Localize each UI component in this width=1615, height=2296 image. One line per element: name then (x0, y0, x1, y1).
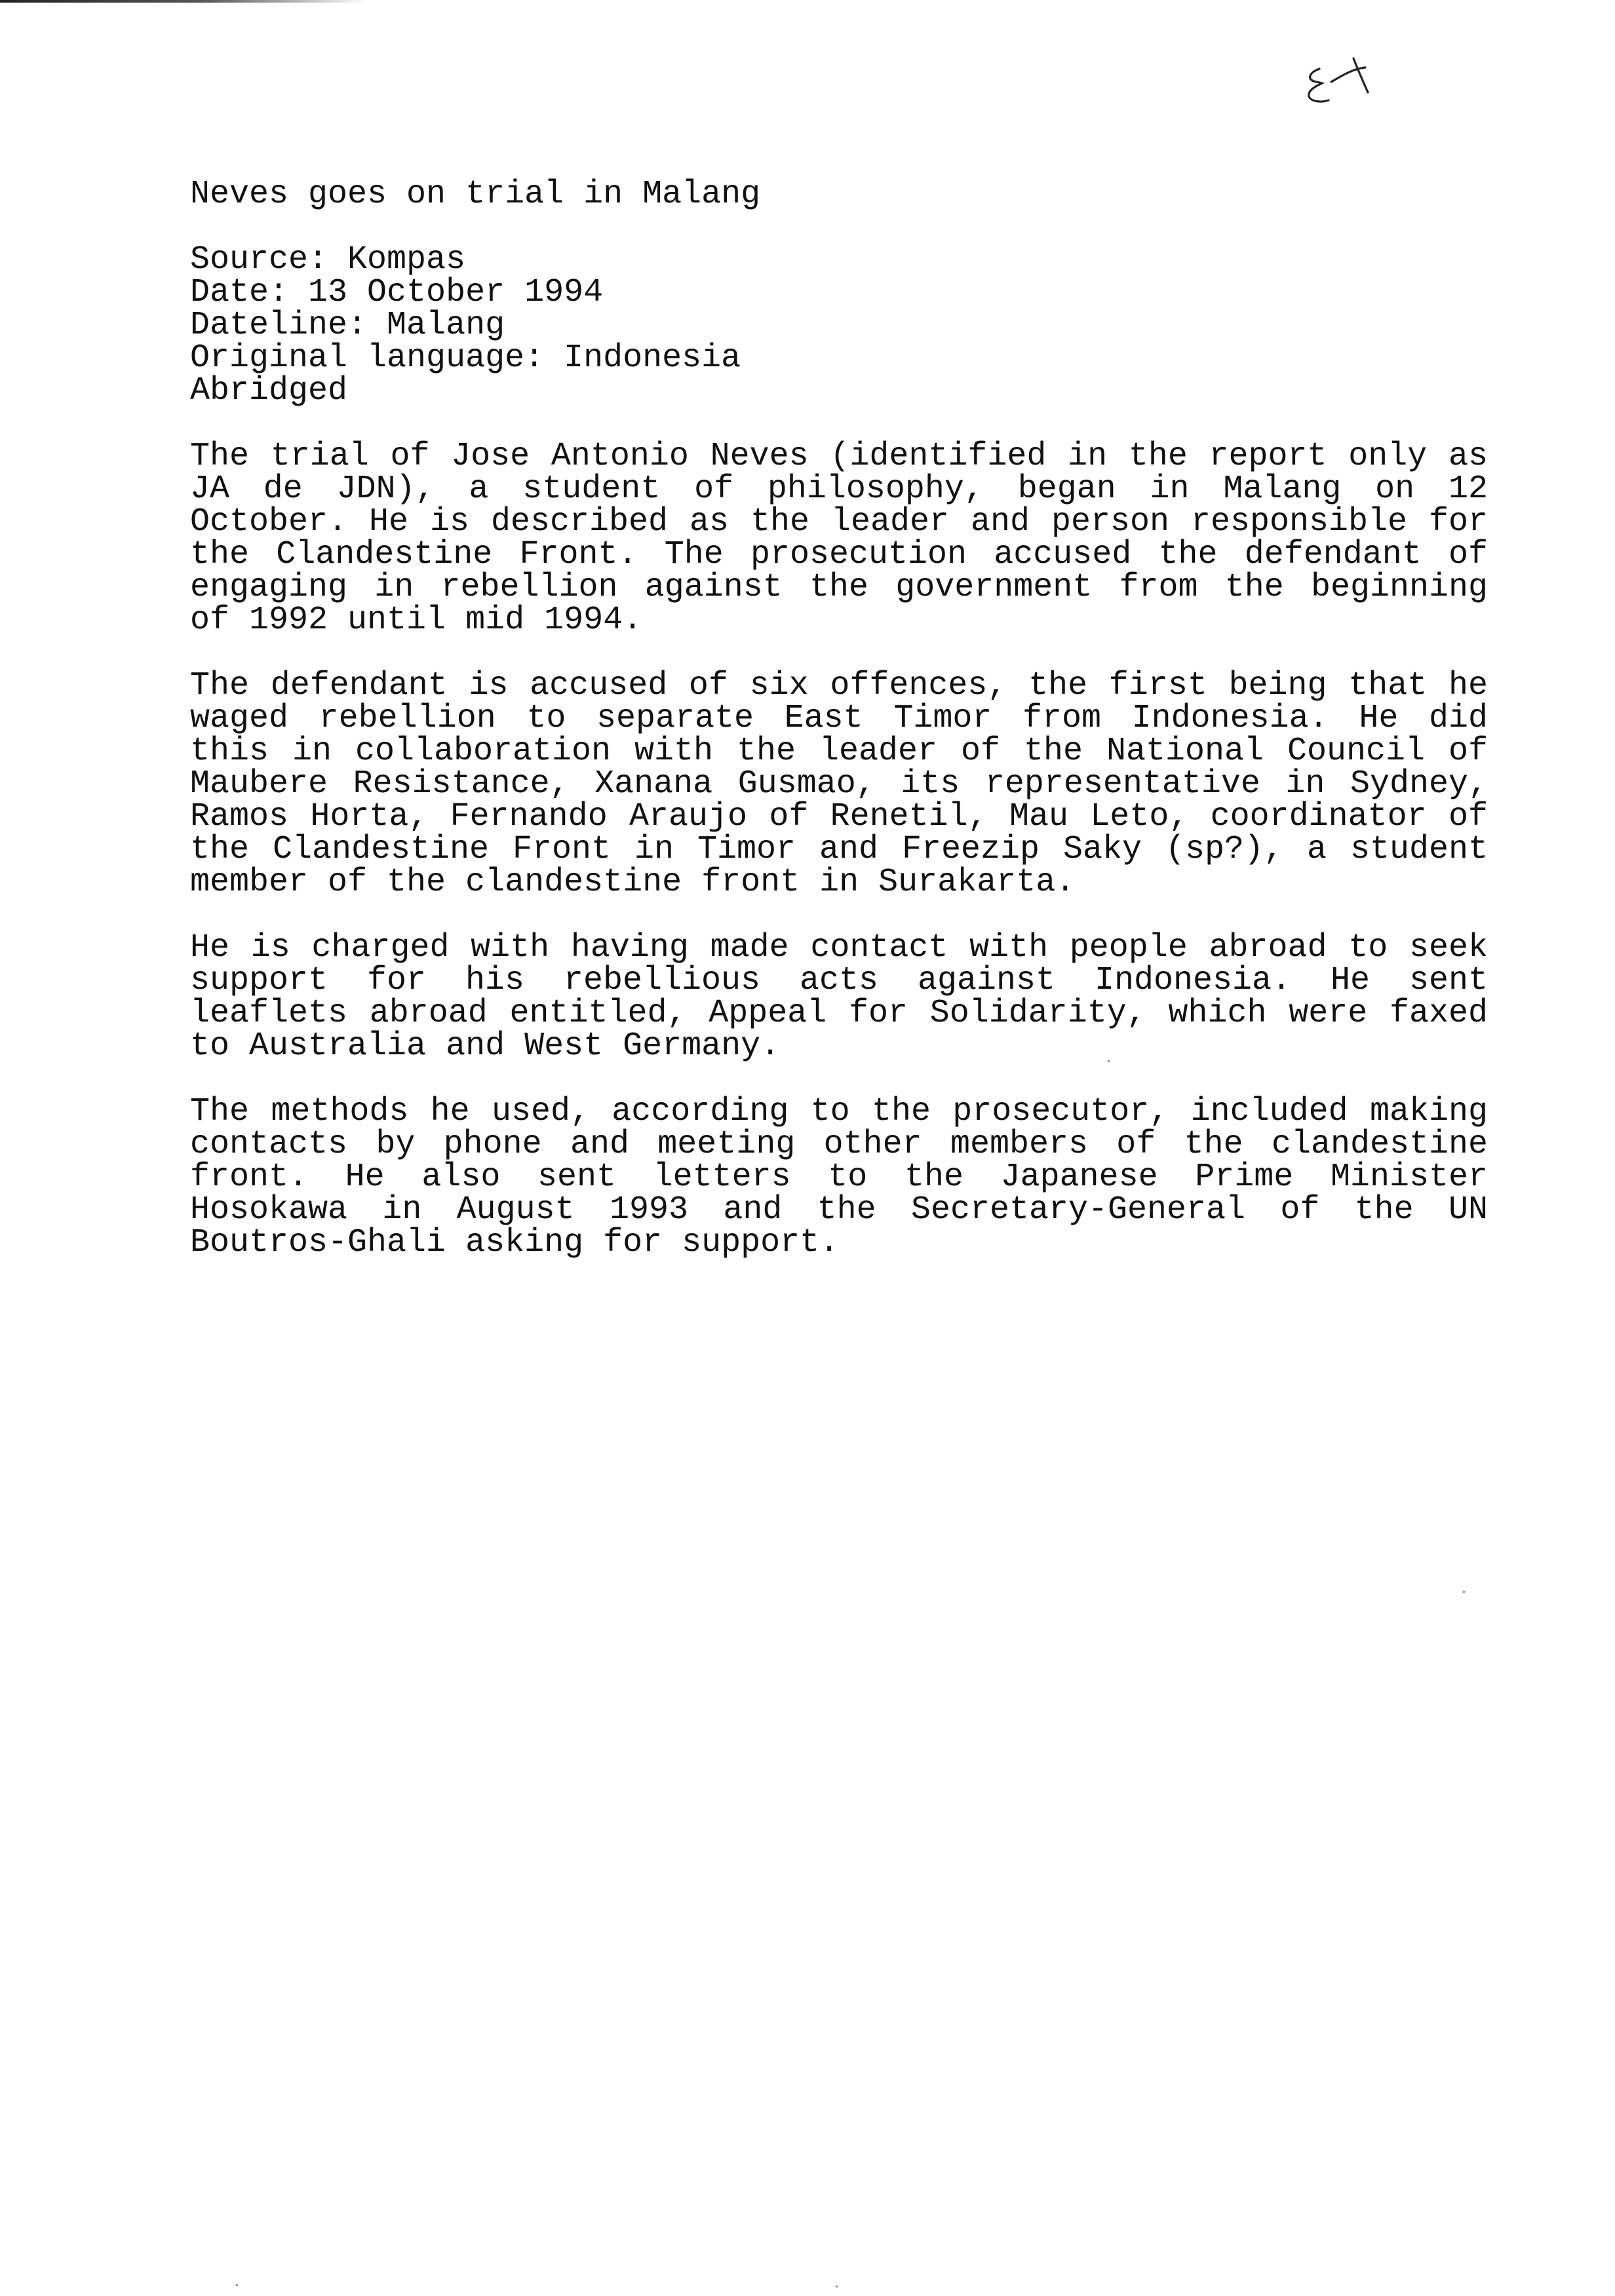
paragraph-4: The methods he used, according to the prosecutor, included making contacts by phone and meeting other members of the clandestine front. He also sent letters to the Japanese Prime Minister Hosokawa in August 1993 and the Secretary-General of the UN Boutros-Ghali asking for support. (190, 1093, 1488, 1261)
paragraph-3: He is charged with having made contact with people abroad to seek support for his rebellious acts against Indonesia. He sent leaflets abroad entitled, Appeal for Solidarity, which were faxed to Australia and West Germany. (190, 929, 1488, 1065)
dateline-line: Dateline: Malang (190, 307, 505, 344)
scan-edge-line (0, 0, 367, 3)
handwritten-et-mark (1294, 49, 1393, 115)
scan-speck (1108, 1060, 1110, 1062)
source-line: Source: Kompas (190, 241, 466, 278)
abridged-line: Abridged (190, 372, 348, 410)
metadata-block (190, 241, 1488, 410)
paragraph-2: The defendant is accused of six offences, the first being that he waged rebellion to separate East Timor from Indonesia. He did this in collaboration with the leader of the National Council of Maubere Resistance, Xanana Gusmao, its representative in Sydney, Ramos Horta, Fernando Araujo of Renetil, Mau Leto, coordinator of the Clandestine Front in Timor and Freezip Saky (sp?), a student member of the clandestine front in Surakarta. (190, 667, 1488, 901)
language-line: Original language: Indonesia (190, 339, 741, 377)
paragraph-1: The trial of Jose Antonio Neves (identified in the report only as JA de JDN), a student of philosophy, began in Malang on 12 October. He is described as the leader and person responsible for the Clandestine Front. The prosecution accused the defendant of engaging in rebellion against the government from the beginning of 1992 until mid 1994. (190, 438, 1488, 639)
scan-speck (836, 2286, 838, 2287)
document-title: Neves goes on trial in Malang (190, 176, 761, 213)
scan-speck (236, 2284, 238, 2286)
date-line: Date: 13 October 1994 (190, 274, 604, 311)
document-body (190, 178, 1488, 1292)
scan-speck (1463, 1591, 1465, 1593)
